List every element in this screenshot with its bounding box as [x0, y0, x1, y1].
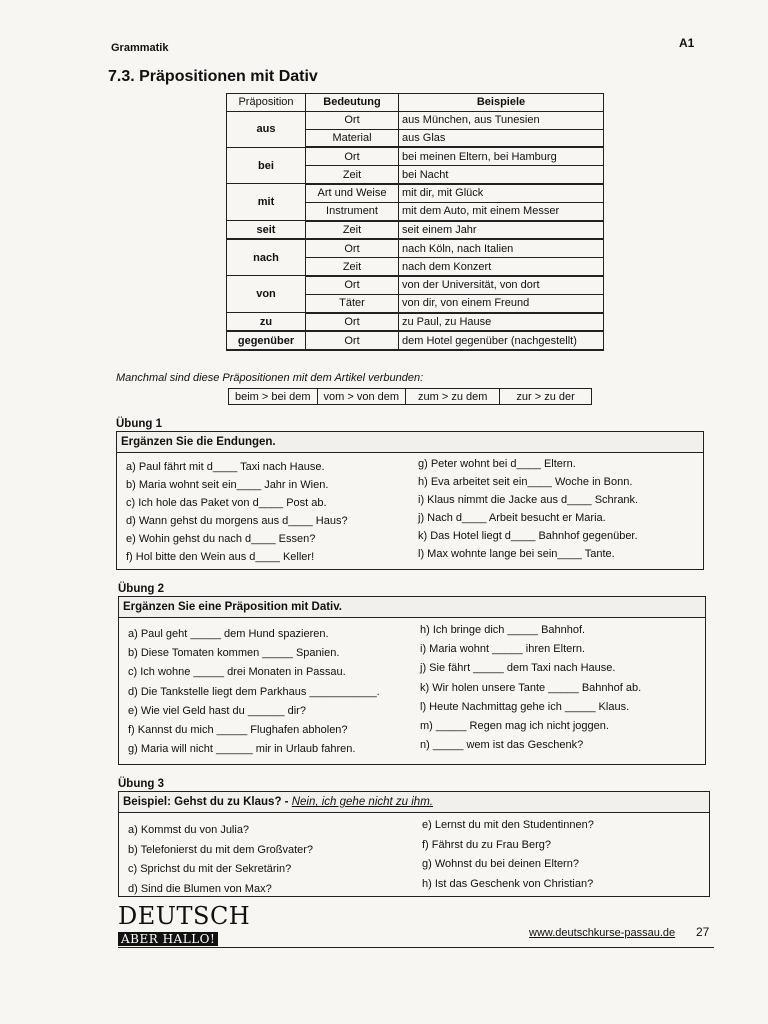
uebung3-beispiel — [119, 792, 709, 813]
uebung3-title: Übung 3 — [118, 778, 164, 790]
exercise-item: g) Maria will nicht ______ mir in Urlaub fahren. — [128, 743, 356, 756]
beispiel-label: Beispiel: Gehst du zu Klaus? - — [123, 796, 289, 808]
exercise-item: f) Fährst du zu Frau Berg? — [422, 838, 551, 851]
exercise-item: e) Wie viel Geld hast du ______ dir? — [128, 704, 306, 717]
exercise-item: b) Maria wohnt seit ein____ Jahr in Wien. — [126, 479, 329, 491]
exercise-item: a) Paul geht _____ dem Hund spazieren. — [128, 628, 329, 640]
exercise-item: f) Kannst du mich _____ Flughafen abholen? — [128, 724, 348, 737]
beispiel-cell: von dir, von einem Freund — [399, 294, 604, 312]
exercise-item: f) Hol bitte den Wein aus d____ Keller! — [126, 551, 315, 563]
exercise-item: k) Wir holen unsere Tante _____ Bahnhof ab. — [420, 681, 642, 694]
column-header: Präposition — [227, 94, 306, 112]
exercise-item: h) Eva arbeitet seit ein____ Woche in Bonn. — [418, 476, 633, 488]
preposition-cell: aus — [227, 111, 306, 147]
beispiel-cell: nach Köln, nach Italien — [399, 239, 604, 257]
preposition-cell: seit — [227, 221, 306, 240]
table-row — [227, 221, 604, 240]
preposition-table-body — [227, 111, 604, 350]
uebung1-left-column — [126, 458, 348, 566]
preposition-table — [226, 93, 604, 351]
preposition-cell: zu — [227, 313, 306, 332]
exercise-item: j) Nach d____ Arbeit besucht er Maria. — [418, 512, 606, 524]
contraction-cell: zur > zu der — [500, 389, 591, 405]
beispiel-cell: zu Paul, zu Hause — [399, 313, 604, 332]
exercise-item: b) Telefonierst du mit dem Großvater? — [128, 843, 314, 856]
exercise-item: g) Peter wohnt bei d____ Eltern. — [418, 458, 576, 470]
exercise-item: i) Maria wohnt _____ ihren Eltern. — [420, 643, 586, 656]
exercise-item: n) _____ wem ist das Geschenk? — [420, 739, 584, 752]
level-label: A1 — [679, 36, 695, 50]
table-row — [227, 239, 604, 257]
section-label: Grammatik — [111, 42, 169, 54]
exercise-item: d) Wann gehst du morgens aus d____ Haus? — [126, 515, 348, 527]
bedeutung-cell: Ort — [306, 331, 399, 350]
exercise-item: d) Sind die Blumen von Max? — [128, 882, 272, 895]
bedeutung-cell: Art und Weise — [306, 184, 399, 202]
preposition-cell: bei — [227, 147, 306, 184]
table-header-row — [227, 94, 604, 112]
exercise-item: c) Ich hole das Paket von d____ Post ab. — [126, 497, 327, 509]
exercise-item: e) Wohin gehst du nach d____ Essen? — [126, 533, 316, 545]
contraction-cell: zum > zu dem — [406, 389, 500, 405]
bedeutung-cell: Material — [306, 129, 399, 147]
bedeutung-cell: Instrument — [306, 202, 399, 220]
exercise-item: h) Ich bringe dich _____ Bahnhof. — [420, 624, 586, 636]
beispiel-cell: aus Glas — [399, 129, 604, 147]
table-row — [227, 331, 604, 350]
beispiel-cell: dem Hotel gegenüber (nachgestellt) — [399, 331, 604, 350]
uebung1-right-column — [418, 455, 638, 563]
beispiel-cell: bei Nacht — [399, 166, 604, 184]
beispiel-cell: nach dem Konzert — [399, 258, 604, 276]
exercise-item: l) Heute Nachmittag gehe ich _____ Klaus. — [420, 700, 630, 713]
uebung1-instruction: Ergänzen Sie die Endungen. — [117, 432, 703, 453]
exercise-item: j) Sie fährt _____ dem Taxi nach Hause. — [420, 662, 616, 675]
uebung2-title: Übung 2 — [118, 583, 164, 595]
uebung3-right-column — [422, 816, 594, 894]
exercise-item: i) Klaus nimmt die Jacke aus d____ Schrank. — [418, 494, 639, 506]
bedeutung-cell: Zeit — [306, 221, 399, 240]
column-header: Beispiele — [399, 94, 604, 112]
contraction-cell: vom > von dem — [317, 389, 406, 405]
table-row — [227, 276, 604, 294]
bedeutung-cell: Täter — [306, 294, 399, 312]
table-row — [227, 147, 604, 165]
preposition-cell: von — [227, 276, 306, 313]
exercise-item: b) Diese Tomaten kommen _____ Spanien. — [128, 647, 340, 660]
exercise-item: c) Sprichst du mit der Sekretärin? — [128, 863, 292, 875]
bedeutung-cell: Ort — [306, 276, 399, 294]
contraction-cell: beim > bei dem — [229, 389, 318, 405]
preposition-cell: nach — [227, 239, 306, 276]
beispiel-cell: aus München, aus Tunesien — [399, 111, 604, 129]
column-header: Bedeutung — [306, 94, 399, 112]
beispiel-cell: mit dir, mit Glück — [399, 184, 604, 202]
exercise-item: m) _____ Regen mag ich nicht joggen. — [420, 720, 609, 733]
beispiel-answer: Nein, ich gehe nicht zu ihm. — [291, 796, 433, 808]
exercise-item: a) Paul fährt mit d____ Taxi nach Hause. — [126, 461, 325, 473]
bedeutung-cell: Ort — [306, 239, 399, 257]
table-row — [227, 313, 604, 332]
page-number: 27 — [696, 925, 710, 939]
uebung1-title: Übung 1 — [116, 418, 162, 430]
exercise-item: k) Das Hotel liegt d____ Bahnhof gegenüber. — [418, 530, 638, 542]
bedeutung-cell: Ort — [306, 313, 399, 332]
contractions-table — [228, 388, 592, 405]
exercise-item: l) Max wohnte lange bei sein____ Tante. — [418, 548, 615, 560]
exercise-item: c) Ich wohne _____ drei Monaten in Passau. — [128, 666, 346, 679]
contractions-intro: Manchmal sind diese Präpositionen mit dem Artikel verbunden: — [116, 372, 424, 384]
uebung3-left-column — [128, 821, 313, 899]
bedeutung-cell: Zeit — [306, 258, 399, 276]
logo-aber-hallo: ABER HALLO! — [118, 932, 218, 946]
exercise-item: h) Ist das Geschenk von Christian? — [422, 877, 594, 890]
beispiel-cell: mit dem Auto, mit einem Messer — [399, 202, 604, 220]
preposition-cell: gegenüber — [227, 331, 306, 350]
beispiel-cell: seit einem Jahr — [399, 221, 604, 240]
uebung2-left-column — [128, 625, 380, 759]
exercise-item: a) Kommst du von Julia? — [128, 824, 250, 836]
bedeutung-cell: Zeit — [306, 166, 399, 184]
exercise-item: e) Lernst du mit den Studentinnen? — [422, 819, 594, 831]
footer-url-link[interactable]: www.deutschkurse-passau.de — [529, 927, 676, 939]
logo-deutsch: DEUTSCH — [118, 902, 251, 930]
beispiel-cell: von der Universität, von dort — [399, 276, 604, 294]
page-title: 7.3. Präpositionen mit Dativ — [108, 68, 318, 85]
uebung2-instruction: Ergänzen Sie eine Präposition mit Dativ. — [119, 597, 705, 618]
exercise-item: d) Die Tankstelle liegt dem Parkhaus ___________. — [128, 685, 380, 698]
bedeutung-cell: Ort — [306, 147, 399, 165]
beispiel-cell: bei meinen Eltern, bei Hamburg — [399, 147, 604, 165]
table-row — [227, 111, 604, 129]
preposition-cell: mit — [227, 184, 306, 221]
bedeutung-cell: Ort — [306, 111, 399, 129]
exercise-item: g) Wohnst du bei deinen Eltern? — [422, 858, 579, 870]
uebung2-right-column — [420, 621, 641, 755]
footer-divider — [118, 947, 714, 948]
table-row — [227, 184, 604, 202]
